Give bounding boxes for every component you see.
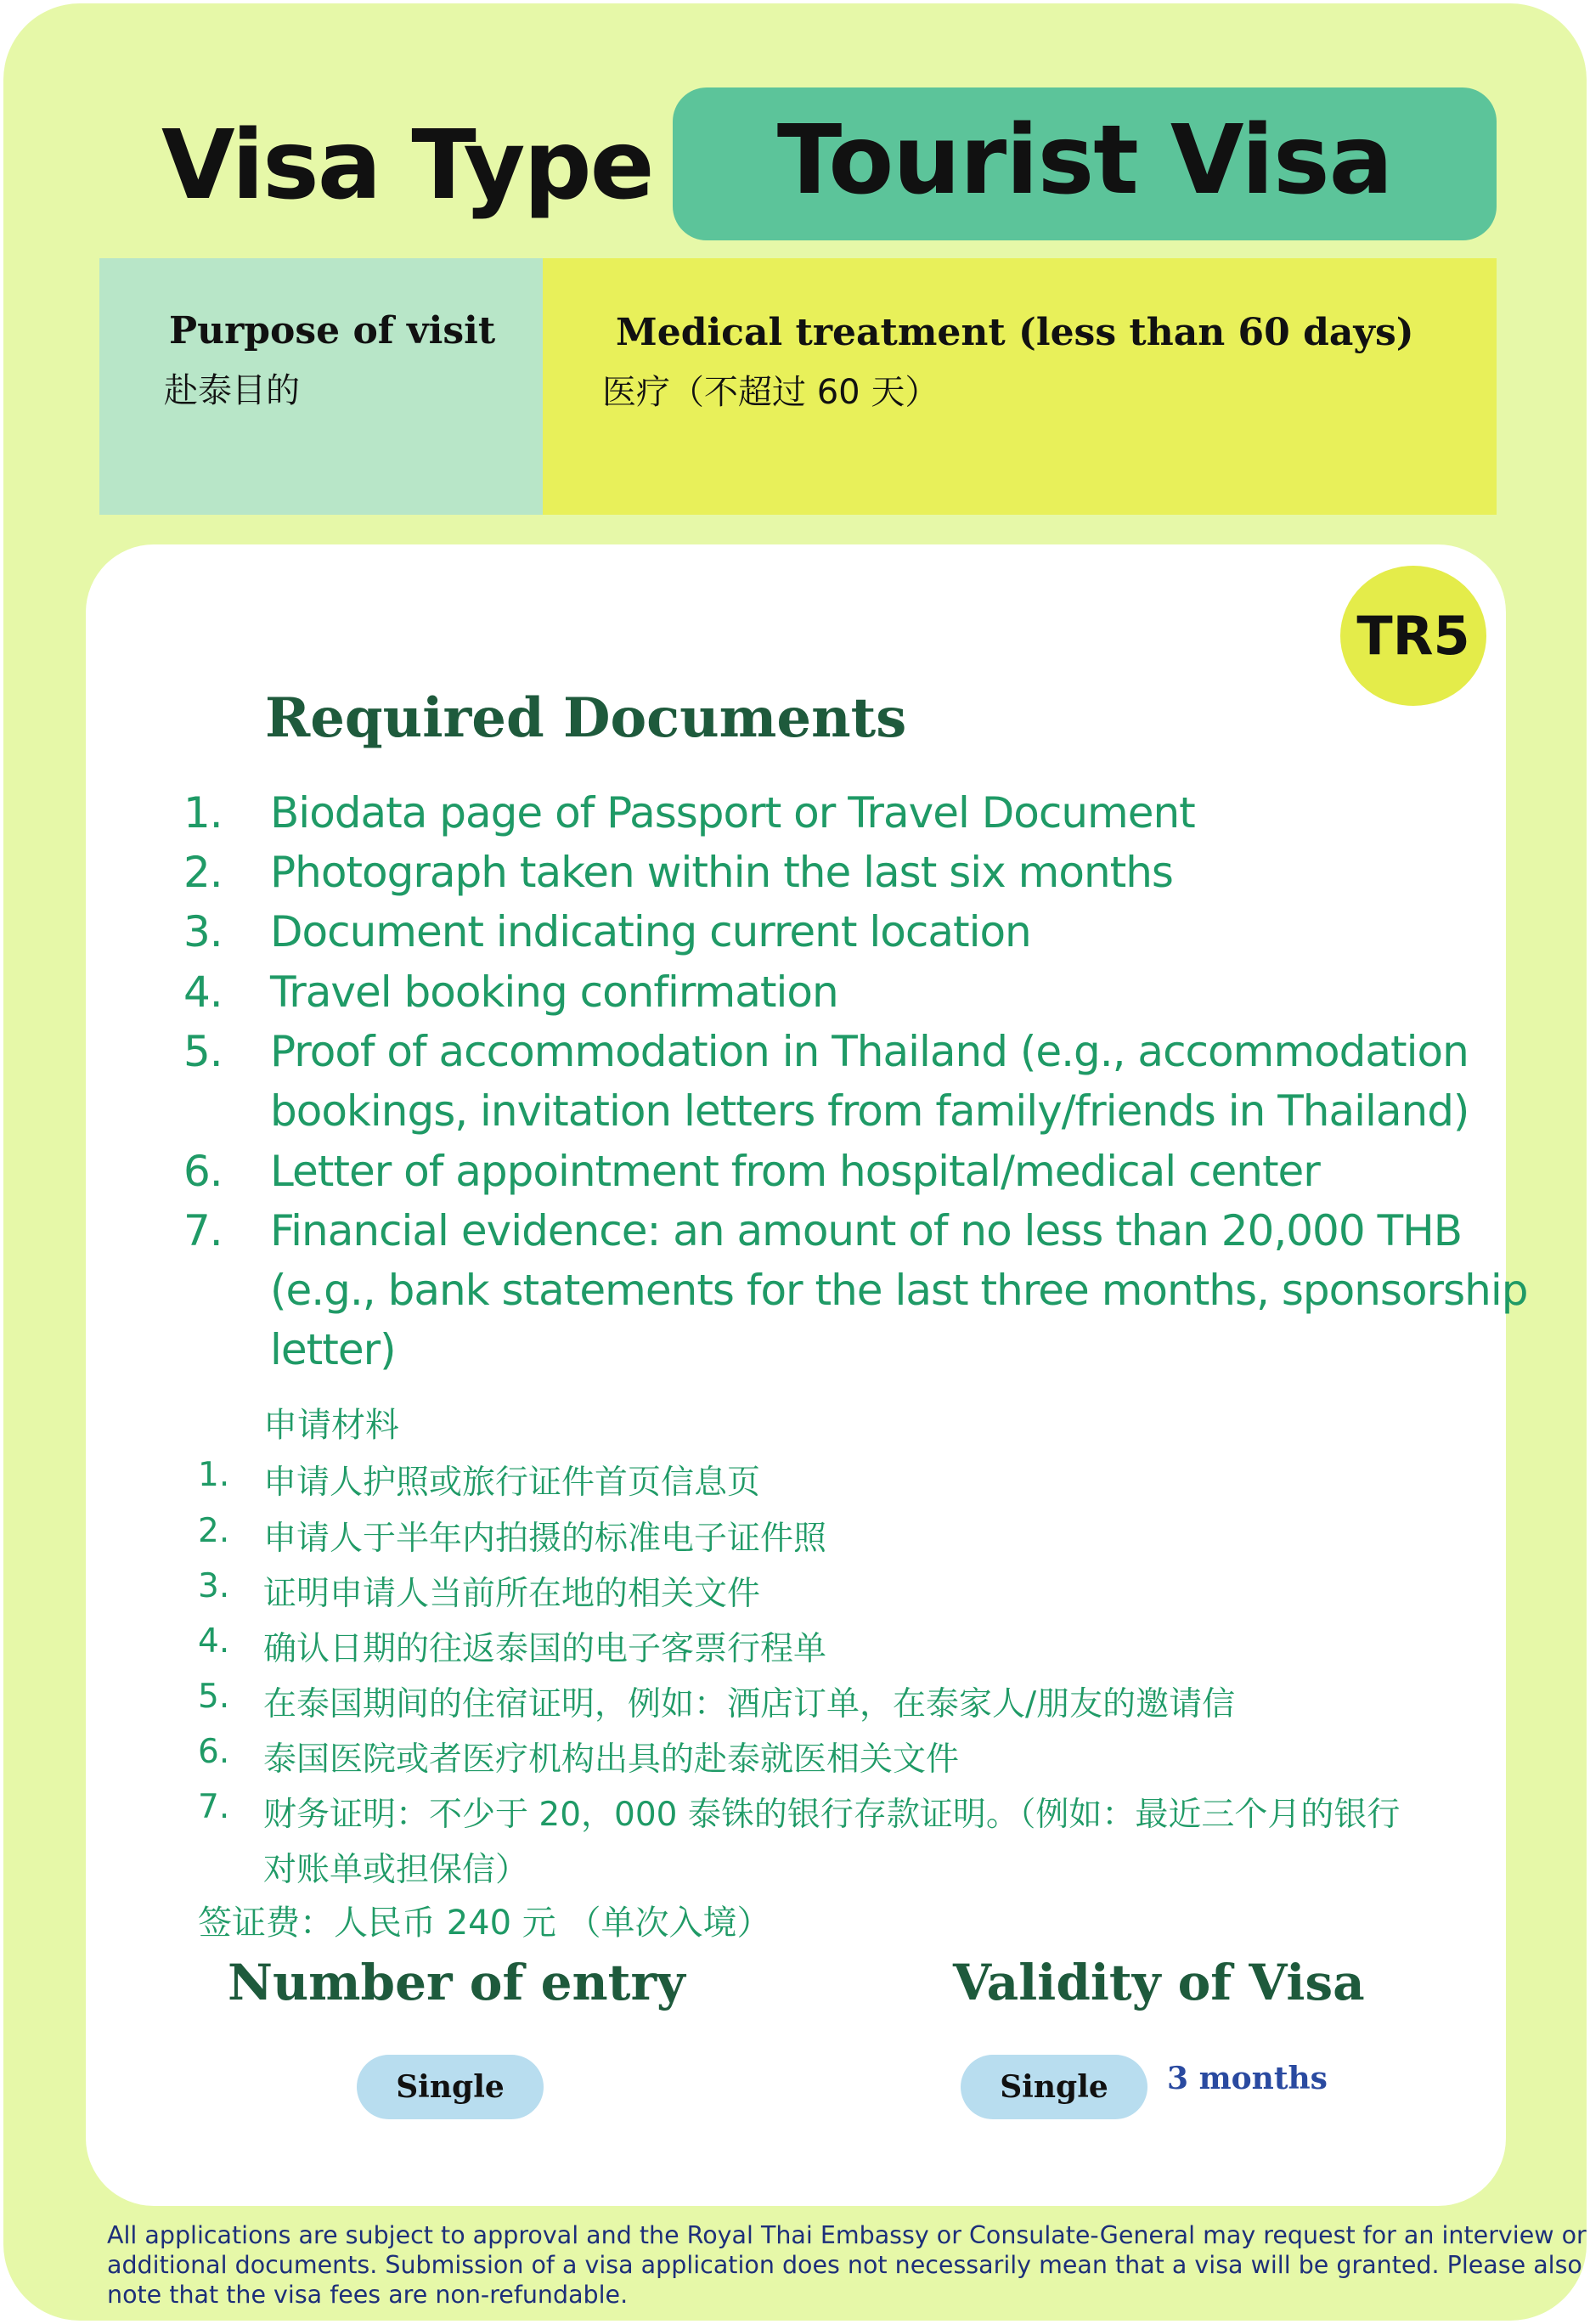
doc-item-line: Proof of accommodation in Thailand (e.g., accommodation bbox=[270, 1027, 1469, 1076]
doc-number: 1. bbox=[183, 788, 223, 838]
doc-number: 5. bbox=[183, 1027, 223, 1076]
doc-zh-number: 7. bbox=[198, 1788, 230, 1826]
doc-zh-number: 4. bbox=[198, 1622, 230, 1661]
doc-item-line: Biodata page of Passport or Travel Document bbox=[270, 788, 1195, 838]
doc-zh-item-line: 申请人于半年内拍摄的标准电子证件照 bbox=[263, 1520, 827, 1558]
purpose-value-zh: 医疗（不超过 60 天） bbox=[602, 373, 939, 412]
doc-item-line: Photograph taken within the last six months bbox=[270, 848, 1173, 897]
doc-zh-number: 2. bbox=[198, 1512, 230, 1550]
doc-zh-item-line: 财务证明：不少于 20，000 泰铢的银行存款证明。（例如：最近三个月的银行 bbox=[263, 1796, 1401, 1834]
purpose-value-box bbox=[543, 258, 1497, 515]
visa-fee: 签证费：人民币 240 元 （单次入境） bbox=[198, 1904, 771, 1943]
doc-number: 4. bbox=[183, 967, 223, 1017]
doc-zh-item-line: 在泰国期间的住宿证明，例如：酒店订单，在泰家人/朋友的邀请信 bbox=[263, 1685, 1236, 1723]
doc-item-line: Travel booking confirmation bbox=[270, 967, 838, 1017]
disclaimer-line: All applications are subject to approval and the Royal Thai Embassy or Consulate-General may request for an interview or bbox=[107, 2221, 1587, 2249]
required-documents-title: Required Documents bbox=[265, 686, 907, 750]
doc-number: 2. bbox=[183, 848, 223, 897]
purpose-label-box bbox=[99, 258, 543, 515]
doc-item-line: Financial evidence: an amount of no less than 20,000 THB bbox=[270, 1206, 1463, 1255]
disclaimer-line: note that the visa fees are non-refundable. bbox=[107, 2281, 629, 2309]
doc-item-line: Letter of appointment from hospital/medical center bbox=[270, 1147, 1320, 1196]
doc-item-line: letter) bbox=[270, 1325, 396, 1374]
doc-zh-item-line: 泰国医院或者医疗机构出具的赴泰就医相关文件 bbox=[263, 1740, 960, 1779]
doc-zh-item-line: 对账单或担保信） bbox=[263, 1851, 529, 1889]
doc-number: 7. bbox=[183, 1206, 223, 1255]
visa-code-badge: TR5 bbox=[1340, 566, 1486, 706]
doc-number: 6. bbox=[183, 1147, 223, 1196]
visa-type-value: Tourist Visa bbox=[673, 87, 1497, 240]
purpose-label-zh: 赴泰目的 bbox=[164, 371, 300, 410]
disclaimer-line: additional documents. Submission of a visa application does not necessarily mean that a visa will be granted. Please also bbox=[107, 2251, 1582, 2279]
number-of-entry-title: Number of entry bbox=[228, 1954, 685, 2011]
doc-zh-number: 6. bbox=[198, 1733, 230, 1771]
validity-duration: 3 months bbox=[1167, 2061, 1328, 2096]
purpose-label-en: Purpose of visit bbox=[169, 309, 496, 353]
doc-zh-item-line: 确认日期的往返泰国的电子客票行程单 bbox=[263, 1630, 827, 1668]
disclaimer-footer bbox=[107, 2220, 1587, 2310]
entry-single-badge: Single bbox=[357, 2055, 544, 2119]
doc-zh-number: 3. bbox=[198, 1567, 230, 1605]
doc-zh-item-line: 证明申请人当前所在地的相关文件 bbox=[263, 1575, 761, 1613]
doc-zh-item-line: 申请人护照或旅行证件首页信息页 bbox=[263, 1464, 761, 1502]
validity-of-visa-title: Validity of Visa bbox=[953, 1954, 1365, 2011]
validity-single-badge: Single bbox=[961, 2055, 1147, 2119]
doc-zh-number: 1. bbox=[198, 1456, 230, 1494]
visa-type-label: Visa Type bbox=[161, 110, 653, 221]
doc-item-line: (e.g., bank statements for the last three months, sponsorship bbox=[270, 1266, 1528, 1315]
purpose-value-en: Medical treatment (less than 60 days) bbox=[616, 311, 1414, 354]
doc-item-line: bookings, invitation letters from family/friends in Thailand) bbox=[270, 1086, 1469, 1136]
required-documents-zh-title: 申请材料 bbox=[263, 1406, 399, 1445]
doc-zh-number: 5. bbox=[198, 1678, 230, 1716]
doc-number: 3. bbox=[183, 907, 223, 956]
doc-item-line: Document indicating current location bbox=[270, 907, 1031, 956]
